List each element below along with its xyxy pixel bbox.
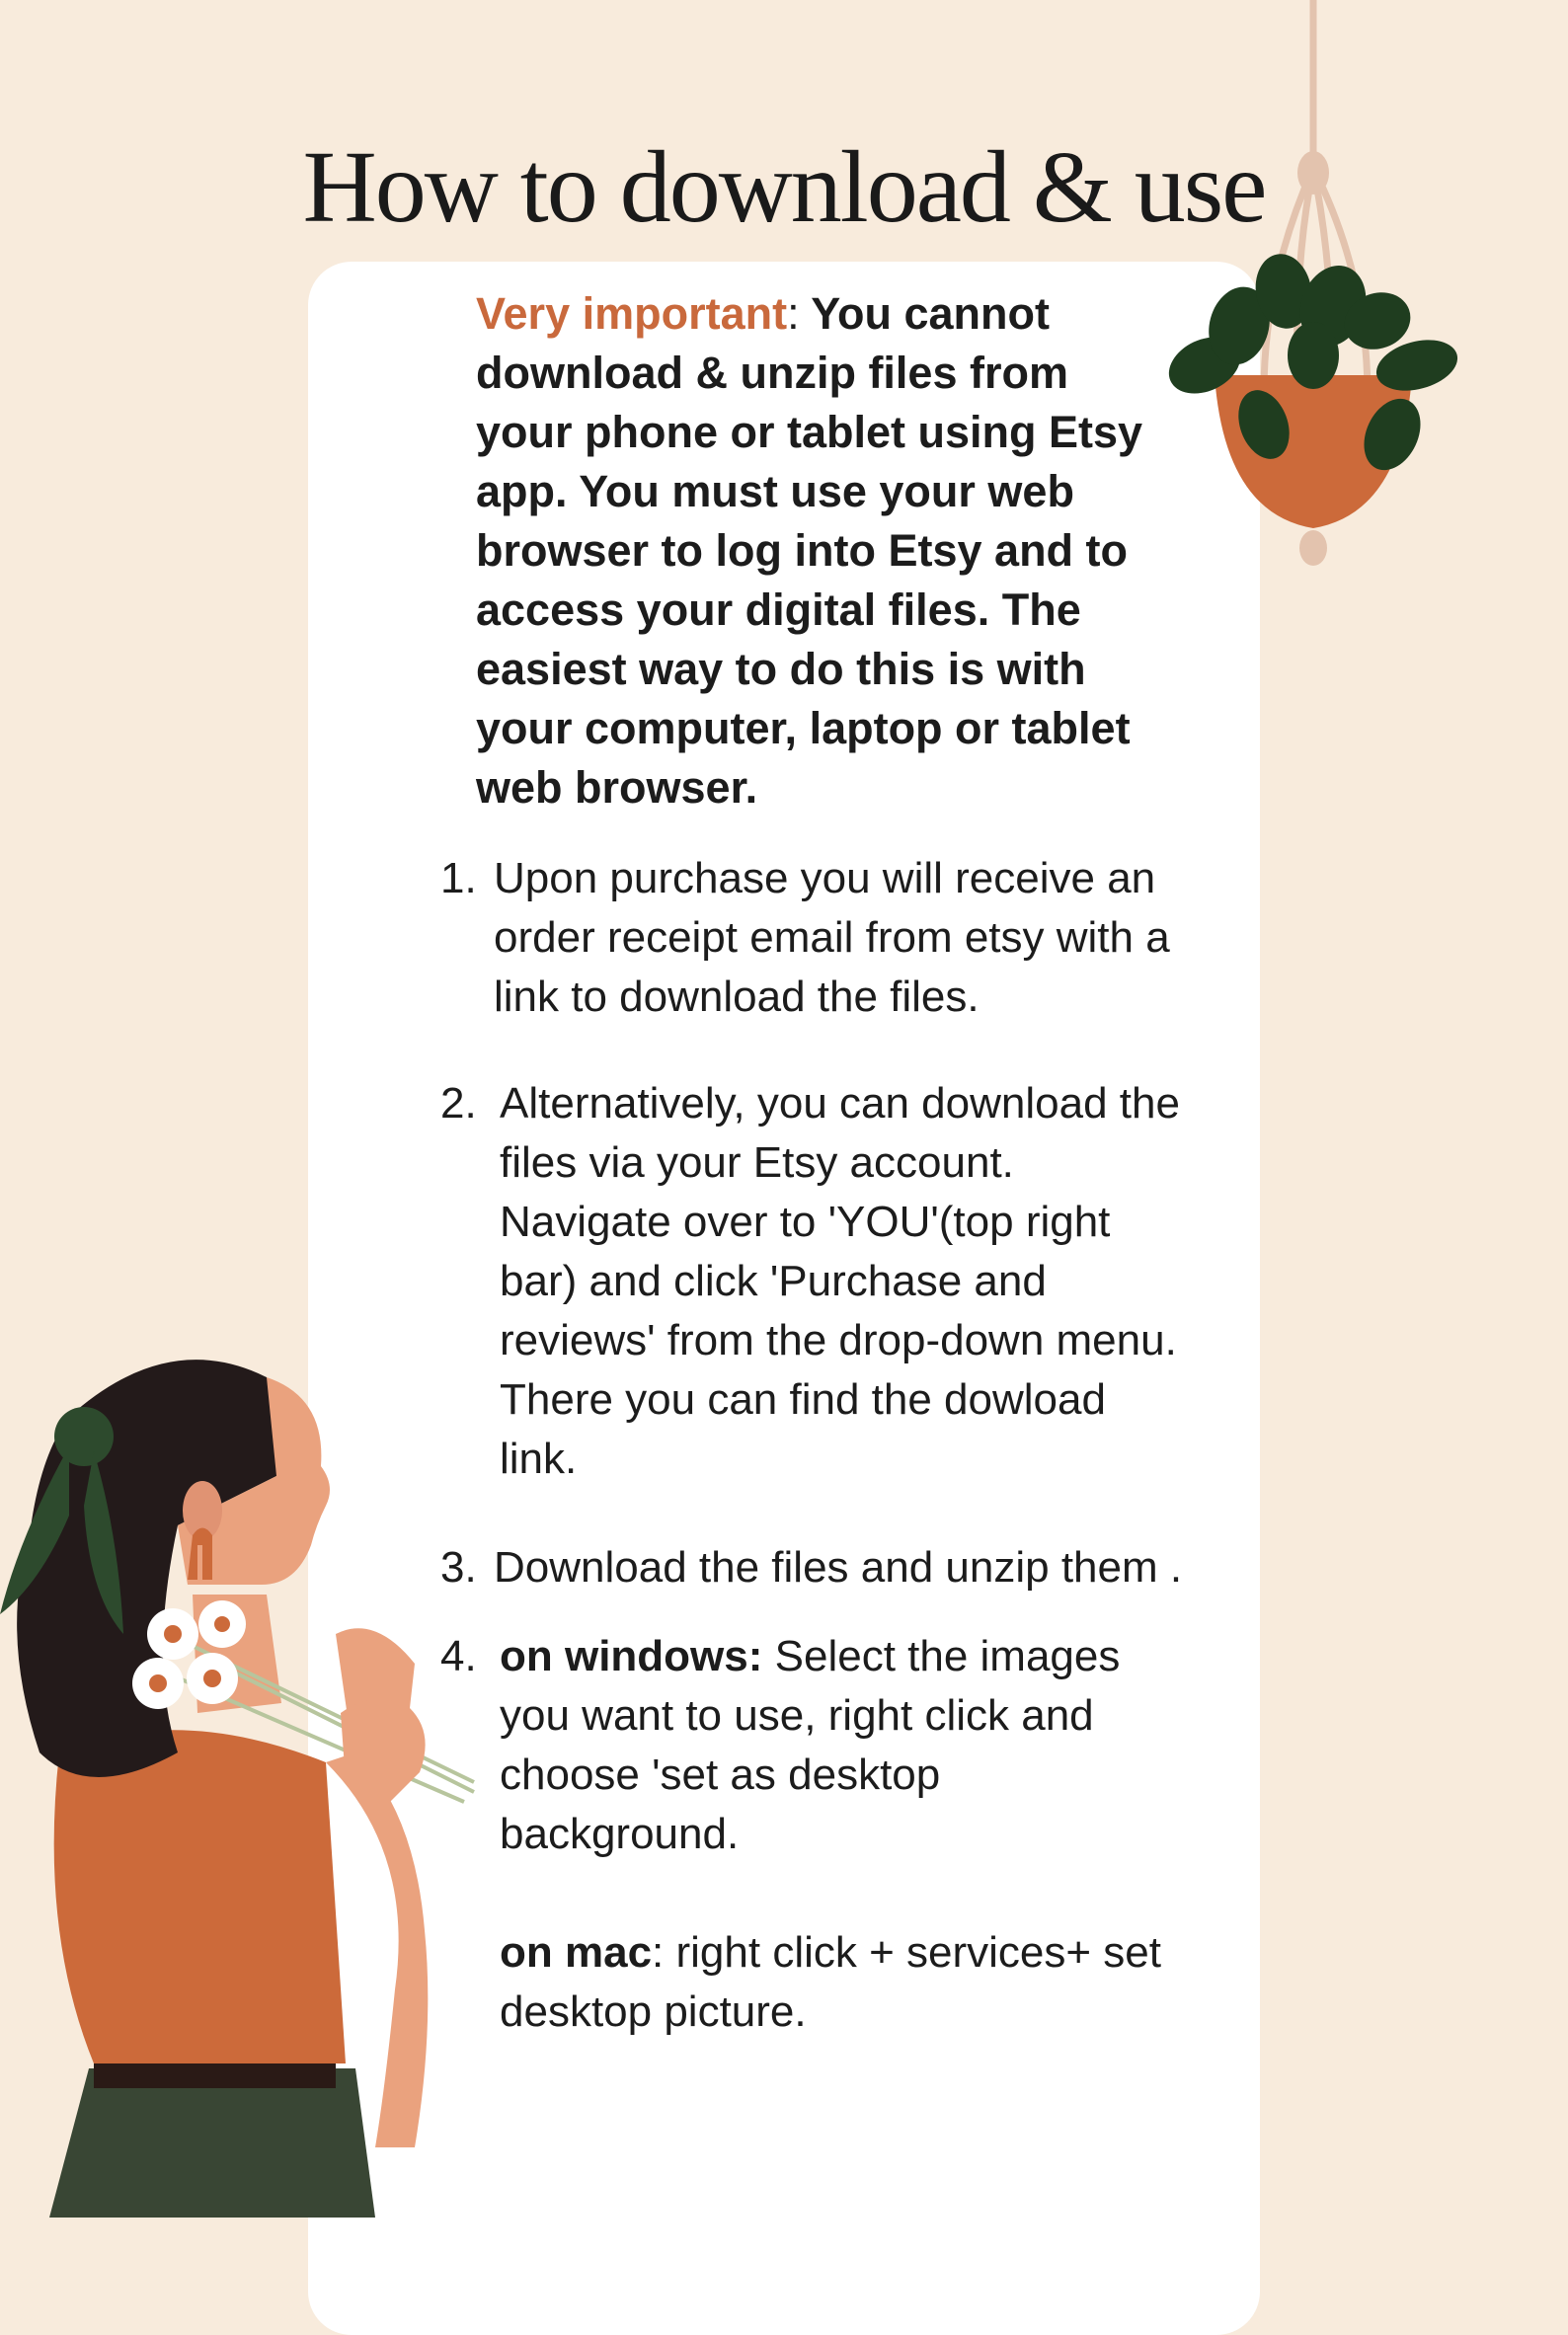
important-label: Very important bbox=[476, 288, 788, 339]
step-1 bbox=[440, 849, 1191, 1027]
woman-with-flowers-icon bbox=[0, 1338, 484, 2218]
hanging-plant-icon bbox=[1165, 0, 1461, 573]
windows-text: Select the images you want to use, right click and choose 'set as desktop background. bbox=[500, 1632, 1121, 1858]
step-4 bbox=[440, 1627, 1191, 2042]
step-number: 4. bbox=[440, 1632, 477, 1680]
step-text: Download the files and unzip them . bbox=[494, 1543, 1183, 1592]
step-text: Upon purchase you will receive an order receipt email from etsy with a link to download the files. bbox=[494, 854, 1170, 1021]
steps-list bbox=[440, 849, 1191, 2042]
step-text bbox=[440, 1627, 1191, 2042]
important-text: You cannot download & unzip files from your phone or tablet using Etsy app. You must use your web browser to log into Etsy and to access your digital files. The easiest way to do this is with your computer, laptop or tablet web browser. bbox=[476, 288, 1143, 813]
mac-label: on mac bbox=[500, 1928, 653, 1977]
important-note bbox=[476, 284, 1167, 817]
page-title: How to download & use bbox=[302, 130, 1266, 244]
step-2 bbox=[440, 1074, 1191, 1489]
step-3 bbox=[440, 1538, 1191, 1597]
important-colon: : bbox=[787, 288, 800, 339]
step-number: 3. bbox=[440, 1543, 477, 1592]
windows-label: on windows: bbox=[500, 1632, 763, 1680]
step-text: Alternatively, you can download the files via your Etsy account. Navigate over to 'YOU'(top right bar) and click 'Purchase and reviews' from the drop-down menu. There you can find the dowload link. bbox=[500, 1079, 1180, 1483]
step-number: 1. bbox=[440, 854, 477, 902]
mac-text: : right click + services+ set desktop picture. bbox=[500, 1928, 1161, 2036]
mac-instructions bbox=[500, 1923, 1191, 2042]
step-number: 2. bbox=[440, 1079, 477, 1128]
